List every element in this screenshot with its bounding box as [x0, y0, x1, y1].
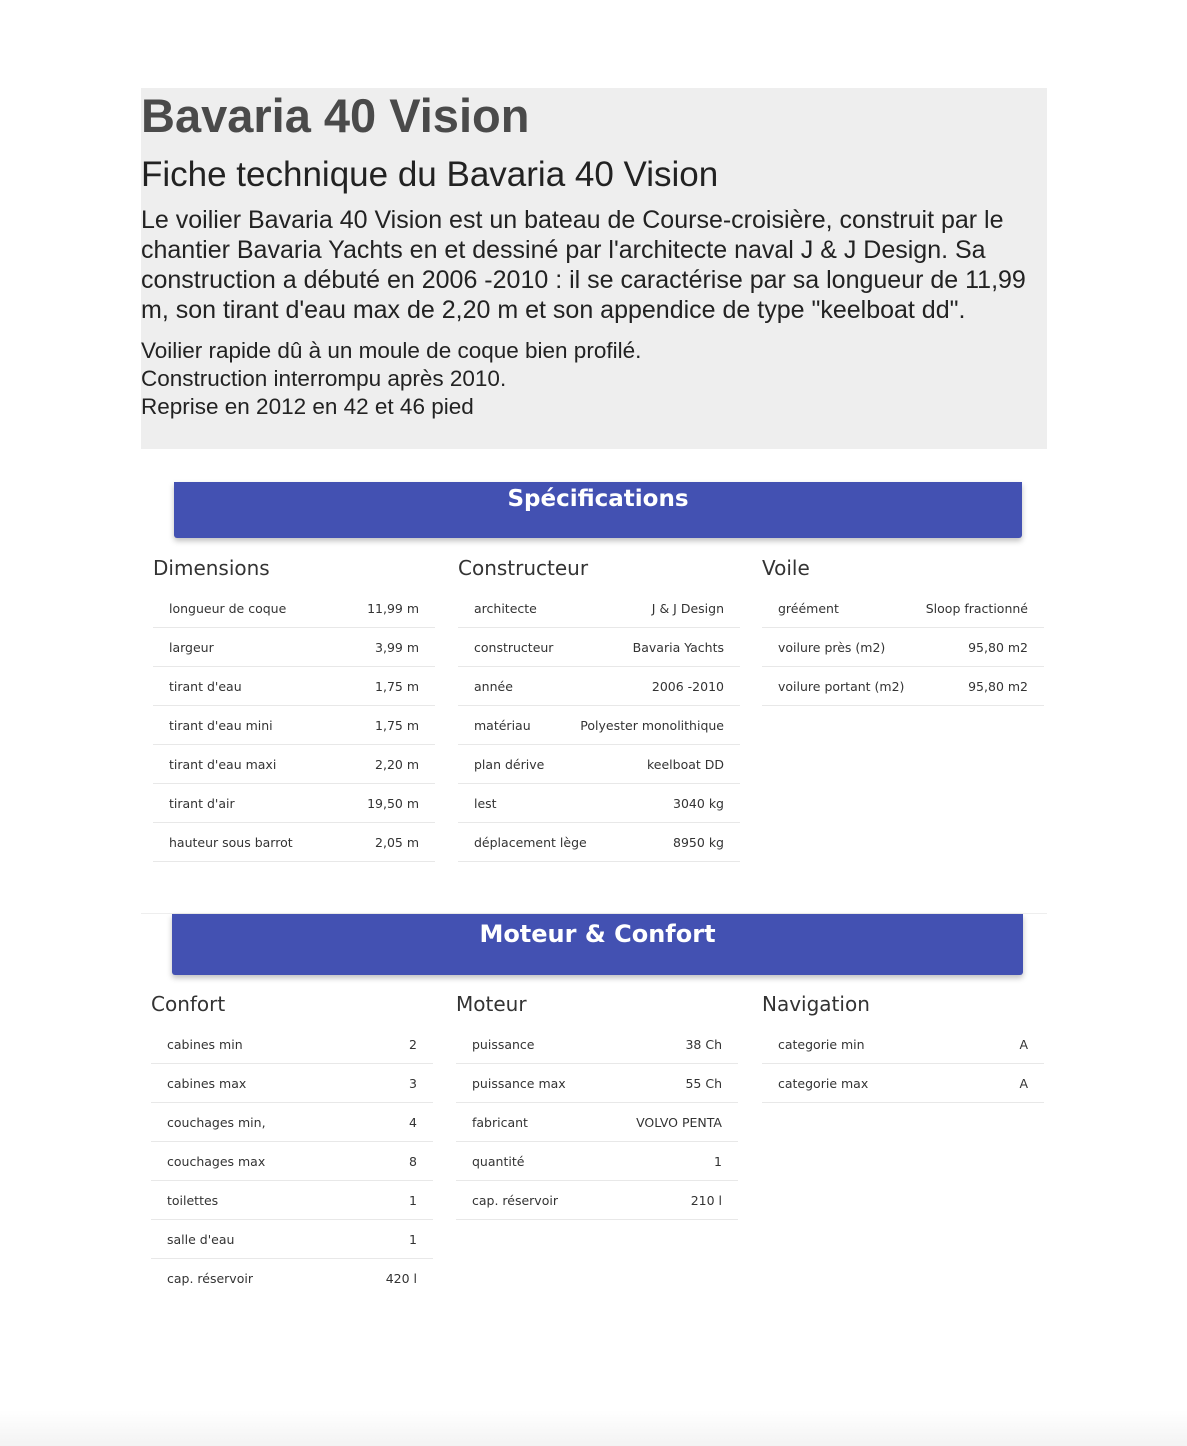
group-title: Voile [762, 556, 810, 580]
spec-label: couchages min, [167, 1114, 266, 1130]
spec-label: toilettes [167, 1192, 219, 1208]
note-line: Construction interrompu après 2010. [141, 366, 507, 391]
motor-comfort-section [141, 913, 1047, 1313]
confort-group [151, 992, 433, 1298]
spec-row [458, 823, 740, 862]
spec-row [153, 706, 435, 745]
spec-value: 95,80 m2 [968, 639, 1028, 655]
spec-row [762, 667, 1044, 706]
spec-value: VOLVO PENTA [636, 1114, 722, 1130]
spec-row [458, 667, 740, 706]
spec-row [153, 589, 435, 628]
spec-value: A [1019, 1036, 1028, 1052]
group-title: Dimensions [153, 556, 270, 580]
spec-label: matériau [474, 717, 531, 733]
spec-label: couchages max [167, 1153, 266, 1169]
spec-value: 1 [714, 1153, 722, 1169]
spec-value: 2,20 m [375, 756, 419, 772]
spec-value: 3,99 m [375, 639, 419, 655]
spec-value: Polyester monolithique [580, 717, 724, 733]
spec-row [151, 1103, 433, 1142]
spec-row [456, 1142, 738, 1181]
specifications-banner: Spécifications [174, 482, 1022, 538]
spec-value: 2 [409, 1036, 417, 1052]
spec-row [153, 745, 435, 784]
spec-value: 1 [409, 1192, 417, 1208]
spec-label: categorie max [778, 1075, 869, 1091]
group-title: Moteur [456, 992, 527, 1016]
spec-label: constructeur [474, 639, 554, 655]
spec-row [458, 784, 740, 823]
moteur-group [456, 992, 738, 1220]
spec-label: année [474, 678, 513, 694]
spec-label: tirant d'eau maxi [169, 756, 277, 772]
spec-label: gréément [778, 600, 839, 616]
spec-label: categorie min [778, 1036, 865, 1052]
page-subtitle: Fiche technique du Bavaria 40 Vision [141, 155, 719, 194]
boat-notes [141, 337, 1047, 421]
spec-label: plan dérive [474, 756, 545, 772]
spec-row [456, 1103, 738, 1142]
group-title: Constructeur [458, 556, 589, 580]
note-line: Voilier rapide dû à un moule de coque bien profilé. [141, 338, 642, 363]
spec-row [153, 823, 435, 862]
spec-value: 1,75 m [375, 717, 419, 733]
spec-label: voilure portant (m2) [778, 678, 905, 694]
spec-value: 2006 -2010 [651, 678, 724, 694]
spec-value: 4 [409, 1114, 417, 1130]
spec-row [151, 1181, 433, 1220]
spec-label: cabines max [167, 1075, 247, 1091]
spec-value: 210 l [690, 1192, 722, 1208]
spec-row [153, 784, 435, 823]
spec-row [153, 628, 435, 667]
spec-value: J & J Design [651, 600, 724, 616]
spec-value: 19,50 m [367, 795, 419, 811]
spec-value: 55 Ch [685, 1075, 722, 1091]
spec-label: largeur [169, 639, 214, 655]
spec-value: 2,05 m [375, 834, 419, 850]
dimensions-group [153, 556, 435, 862]
navigation-group [762, 992, 1044, 1103]
spec-label: architecte [474, 600, 537, 616]
note-line: Reprise en 2012 en 42 et 46 pied [141, 394, 474, 419]
spec-value: 8 [409, 1153, 417, 1169]
spec-label: longueur de coque [169, 600, 287, 616]
spec-value: Sloop fractionné [925, 600, 1028, 616]
constructeur-group [458, 556, 740, 862]
boat-description: Le voilier Bavaria 40 Vision est un bateau de Course-croisière, construit par le chantier Bavaria Yachts en et dessiné par l'architecte naval J & J Design. Sa construction a débuté en 2006 -2010 : il se caractérise par sa longueur de 11,99 m, son tirant d'eau max de 2,20 m et son appendice de type "keelboat dd". [141, 206, 1026, 324]
spec-row [762, 1025, 1044, 1064]
spec-label: déplacement lège [474, 834, 587, 850]
spec-value: 1 [409, 1231, 417, 1247]
spec-row [456, 1064, 738, 1103]
spec-value: 95,80 m2 [968, 678, 1028, 694]
spec-row [762, 589, 1044, 628]
spec-row [151, 1259, 433, 1298]
spec-label: cabines min [167, 1036, 243, 1052]
spec-label: puissance [472, 1036, 535, 1052]
spec-label: tirant d'air [169, 795, 235, 811]
spec-value: 3 [409, 1075, 417, 1091]
spec-label: lest [474, 795, 497, 811]
spec-value: keelboat DD [646, 756, 724, 772]
spec-row [151, 1220, 433, 1259]
spec-row [151, 1064, 433, 1103]
spec-label: puissance max [472, 1075, 566, 1091]
group-title: Confort [151, 992, 226, 1016]
spec-label: quantité [472, 1153, 525, 1169]
spec-value: 8950 kg [673, 834, 724, 850]
spec-row [456, 1025, 738, 1064]
voile-group [762, 556, 1044, 706]
spec-row [458, 589, 740, 628]
spec-label: tirant d'eau [169, 678, 242, 694]
group-title: Navigation [762, 992, 870, 1016]
spec-row [458, 706, 740, 745]
spec-row [151, 1142, 433, 1181]
spec-row [458, 628, 740, 667]
spec-label: voilure près (m2) [778, 639, 886, 655]
spec-label: hauteur sous barrot [169, 834, 293, 850]
spec-label: fabricant [472, 1114, 528, 1130]
spec-value: 1,75 m [375, 678, 419, 694]
spec-value: A [1019, 1075, 1028, 1091]
spec-label: tirant d'eau mini [169, 717, 273, 733]
spec-row [153, 667, 435, 706]
spec-label: cap. réservoir [472, 1192, 558, 1208]
spec-row [456, 1181, 738, 1220]
spec-row [458, 745, 740, 784]
spec-value: 420 l [385, 1271, 417, 1286]
spec-value: 3040 kg [673, 795, 724, 811]
specifications-section [141, 482, 1047, 882]
spec-value: Bavaria Yachts [632, 639, 724, 655]
intro-block [141, 88, 1047, 449]
page-title: Bavaria 40 Vision [141, 89, 530, 142]
spec-row [151, 1025, 433, 1064]
spec-value: 11,99 m [367, 600, 419, 616]
spec-value: 38 Ch [685, 1036, 722, 1052]
spec-row [762, 628, 1044, 667]
spec-row [762, 1064, 1044, 1103]
spec-label: salle d'eau [167, 1231, 235, 1247]
spec-label: cap. réservoir [167, 1271, 253, 1286]
motor-comfort-banner: Moteur & Confort [172, 914, 1023, 975]
